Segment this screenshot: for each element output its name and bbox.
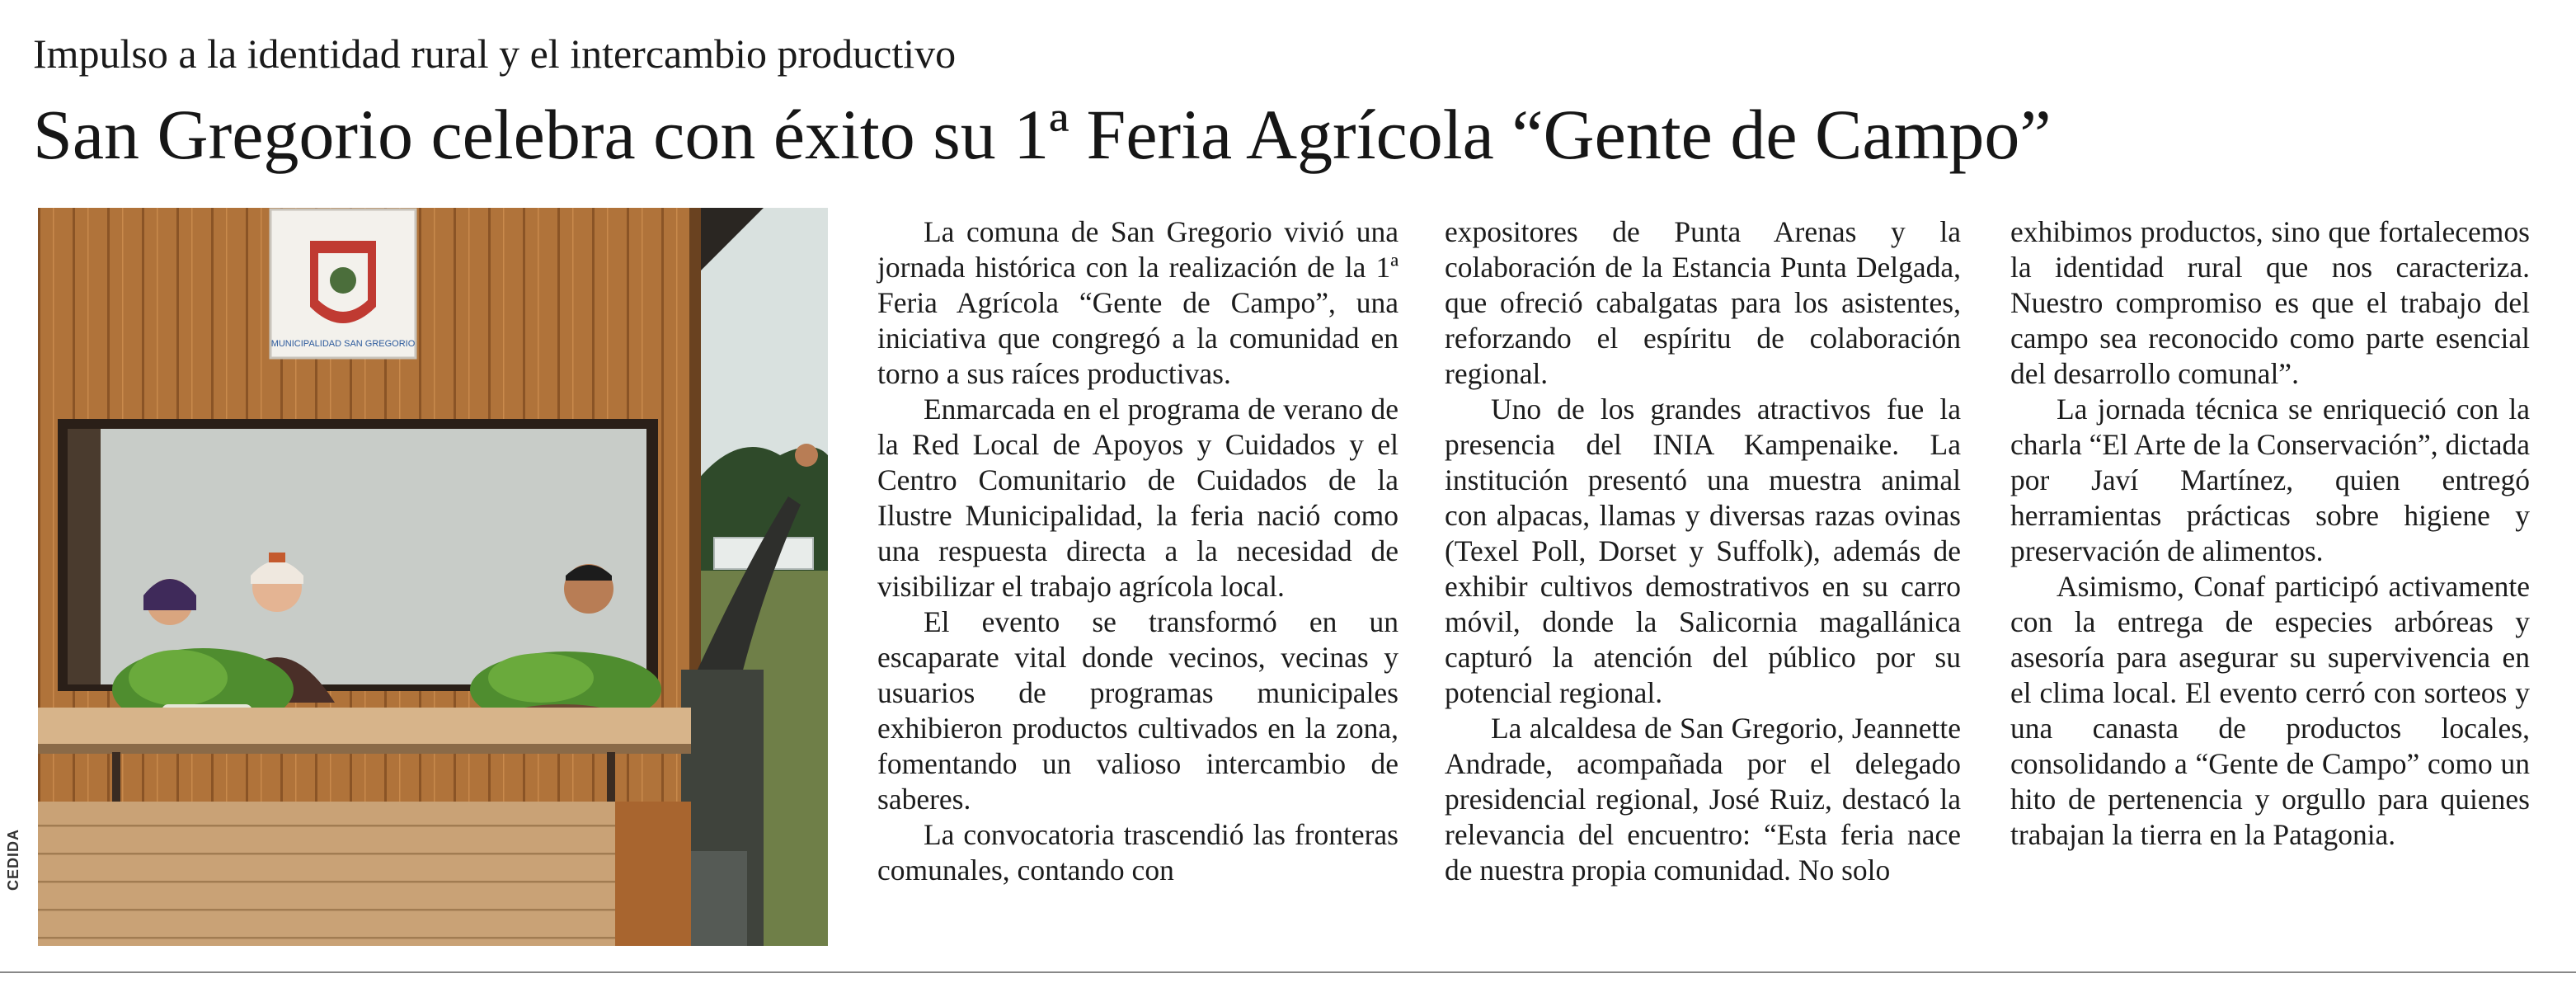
paragraph: exhibimos productos, sino que fortalecemos la identidad rural que nos caracteriza. Nuestro compromiso es que el trabajo del campo sea reconocido como parte esencial del desarrollo comunal”. — [2010, 215, 2530, 390]
article-photo — [38, 208, 828, 946]
paragraph: Enmarcada en el programa de verano de la Red Local de Apoyos y Cuidados y el Centro Comunitario de Cuidados de la Ilustre Municipalidad, la feria nació como una respuesta directa a la necesidad de visibilizar el trabajo agrícola local. — [877, 393, 1398, 603]
paragraph: expositores de Punta Arenas y la colaboración de la Estancia Punta Delgada, que ofreció cabalgatas para los asistentes, reforzando el espíritu de colaboración regional. — [1445, 215, 1961, 390]
article-column-3 — [2010, 214, 2530, 853]
paragraph: El evento se transformó en un escaparate vital donde vecinos, vecinas y usuarios de programas municipales exhibieron productos cultivados en la zona, fomentando un valioso intercambio de saberes. — [877, 605, 1398, 816]
paragraph: La jornada técnica se enriqueció con la charla “El Arte de la Conservación”, dictada por Javí Martínez, quien entregó herramientas prácticas sobre higiene y preservación de alimentos. — [2010, 393, 2530, 567]
feria-stand-illustration — [38, 208, 828, 946]
municipal-sign-text: MUNICIPALIDAD SAN GREGORIO — [270, 339, 416, 349]
paragraph: Asimismo, Conaf participó activamente con la entrega de especies arbóreas y asesoría para asegurar su supervivencia en el clima local. El evento cerró con sorteos y una canasta de productos locales, consolidando a “Gente de Campo” como un hito de pertenencia y orgullo para quienes trabajan la tierra en la Patagonia. — [2010, 570, 2530, 851]
paragraph: La comuna de San Gregorio vivió una jornada histórica con la realización de la 1ª Feria Agrícola “Gente de Campo”, una iniciativa que congregó a la comunidad en torno a sus raíces productivas. — [877, 215, 1398, 390]
article-kicker: Impulso a la identidad rural y el intercambio productivo — [33, 31, 957, 77]
article-column-1 — [877, 214, 1398, 888]
article-column-2 — [1445, 214, 1961, 888]
photo-credit: CEDIDA — [5, 828, 21, 891]
bottom-rule — [0, 971, 2576, 973]
paragraph: La alcaldesa de San Gregorio, Jeannette Andrade, acompañada por el delegado presidencial regional, José Ruiz, destacó la relevancia del encuentro: “Esta feria nace de nuestra propia comunidad. No solo — [1445, 712, 1961, 887]
paragraph: Uno de los grandes atractivos fue la presencia del INIA Kampenaike. La institución presentó una muestra animal con alpacas, llamas y diversas razas ovinas (Texel Poll, Dorset y Suffolk), además de exhibir cultivos demostrativos en su carro móvil, donde la Salicornia magallánica capturó la atención del público por su potencial regional. — [1445, 393, 1961, 709]
paragraph: La convocatoria trascendió las fronteras comunales, contando con — [877, 818, 1398, 887]
article-headline: San Gregorio celebra con éxito su 1ª Feria Agrícola “Gente de Campo” — [33, 95, 2052, 174]
